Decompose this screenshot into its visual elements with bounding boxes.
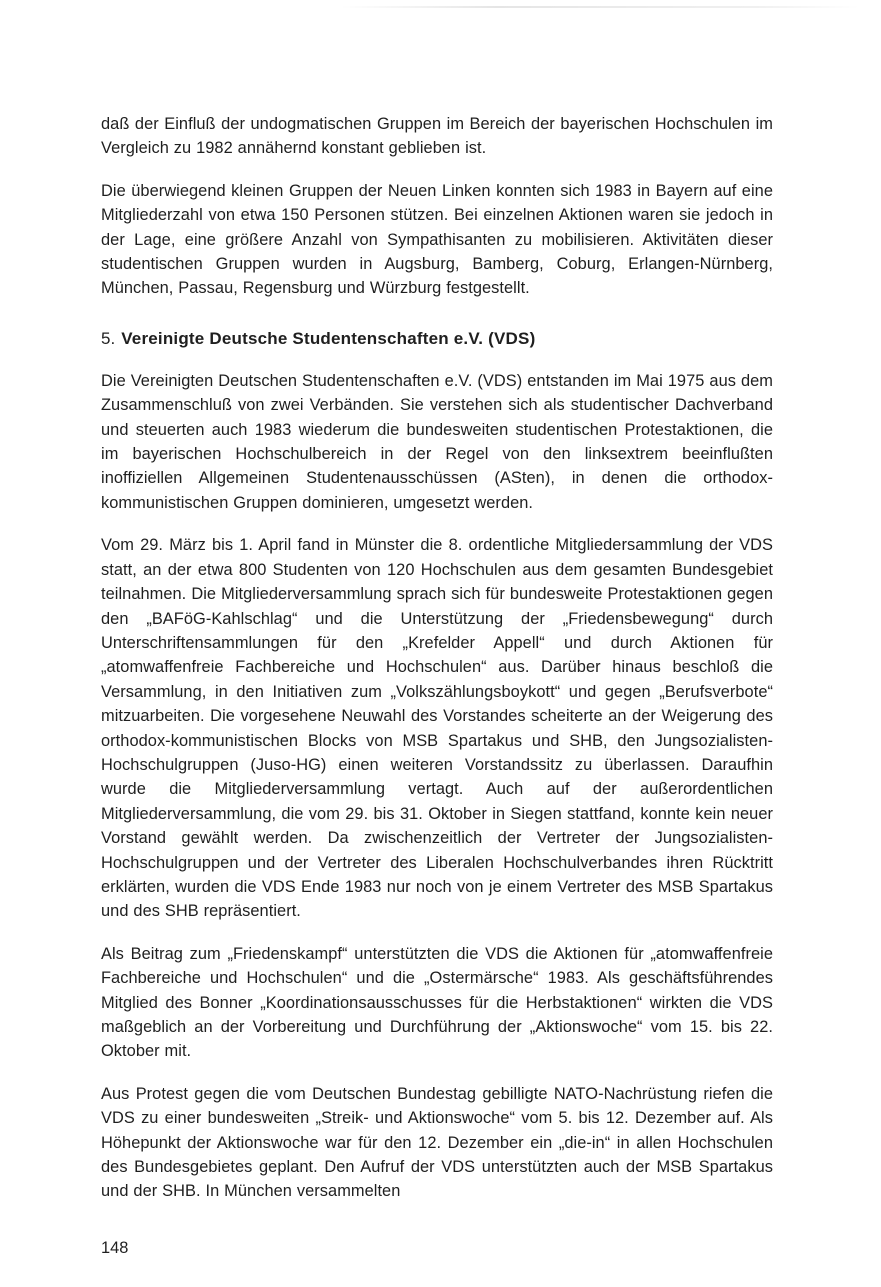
section-heading [101, 327, 773, 351]
document-page [101, 112, 773, 1222]
section-number: 5. [101, 328, 116, 348]
paragraph-general-assembly: Vom 29. März bis 1. April fand in Münster die 8. ordentliche Mitgliedersammlung der VDS statt, an der etwa 800 Studenten von 120 Hochschulen aus dem gesamten Bundesgebiet teilnahmen. Die Mitgliederversammlung sprach sich für bundesweite Protestaktionen gegen den „BAFöG-Kahlschlag“ und die Unterstützung der „Friedensbewegung“ durch Unterschriftensammlungen für den „Krefelder Appell“ und durch Aktionen für „atomwaffenfreie Fachbereiche und Hochschulen“ aus. Darüber hinaus beschloß die Versammlung, in den Initiativen zum „Volkszählungsboykott“ und gegen „Berufsverbote“ mitzuarbeiten. Die vorgesehene Neuwahl des Vorstandes scheiterte an der Weigerung des orthodox-kommunistischen Blocks von MSB Spartakus und SHB, den Jungsozialisten-Hochschulgruppen (Juso-HG) einen weiteren Vorstandssitz zu überlassen. Daraufhin wurde die Mitgliederversammlung vertagt. Auch auf der außerordentlichen Mitgliederversammlung, die vom 29. bis 31. Oktober in Siegen stattfand, konnte kein neuer Vorstand gewählt werden. Da zwischenzeitlich der Vertreter der Jungsozialisten-Hochschulgruppen und der Vertreter des Liberalen Hochschulverbandes ihren Rücktritt erklärten, wurden die VDS Ende 1983 nur noch von je einem Vertreter des MSB Spartakus und des SHB repräsentiert. [101, 536, 773, 921]
paragraph-new-left: Die überwiegend kleinen Gruppen der Neuen Linken konnten sich 1983 in Bayern auf eine Mitgliederzahl von etwa 150 Personen stützen. Bei einzelnen Aktionen waren sie jedoch in der Lage, eine größere Anzahl von Sympathisanten zu mobilisieren. Aktivitäten dieser studentischen Gruppen wurden in Augsburg, Bamberg, Coburg, Erlangen-Nürnberg, München, Passau, Regensburg und Würzburg festgestellt. [101, 181, 773, 298]
paragraph-nato-protest: Aus Protest gegen die vom Deutschen Bundestag gebilligte NATO-Nachrüstung riefen die VDS zu einer bundesweiten „Streik- und Aktionswoche“ vom 5. bis 12. Dezember auf. Als Höhepunkt der Aktionswoche war für den 12. Dezember ein „die-in“ in allen Hochschulen des Bundesgebietes geplant. Den Aufruf der VDS unterstützten auch der MSB Spartakus und der SHB. In München versammelten [101, 1084, 773, 1201]
paragraph-vds-origin: Die Vereinigten Deutschen Studentenschaften e.V. (VDS) entstanden im Mai 1975 aus dem Zusammenschluß von zwei Verbänden. Sie verstehen sich als studentischer Dachverband und steuerten auch 1983 wiederum die bundesweiten studentischen Protestaktionen, die im bayerischen Hochschulbereich in der Regel von den linksextrem beeinflußten inoffiziellen Allgemeinen Studentenausschüssen (ASten), in denen die orthodox-kommunistischen Gruppen dominieren, umgesetzt werden. [101, 371, 773, 512]
section-title: Vereinigte Deutsche Studentenschaften e.V. (VDS) [121, 328, 536, 348]
paragraph-peace-campaign: Als Beitrag zum „Friedenskampf“ unterstützten die VDS die Aktionen für „atomwaffenfreie Fachbereiche und Hochschulen“ und die „Ostermärsche“ 1983. Als geschäftsführendes Mitglied des Bonner „Koordinationsausschusses für die Herbstaktionen“ wirkten die VDS maßgeblich an der Vorbereitung und Durchführung der „Aktionswoche“ vom 15. bis 22. Oktober mit. [101, 944, 773, 1061]
scan-edge-shadow [340, 6, 860, 8]
page-number: 148 [101, 1239, 129, 1257]
paragraph-undogmatic-groups: daß der Einfluß der undogmatischen Gruppen im Bereich der bayerischen Hochschulen im Vergleich zu 1982 annähernd konstant geblieben ist. [101, 115, 773, 158]
